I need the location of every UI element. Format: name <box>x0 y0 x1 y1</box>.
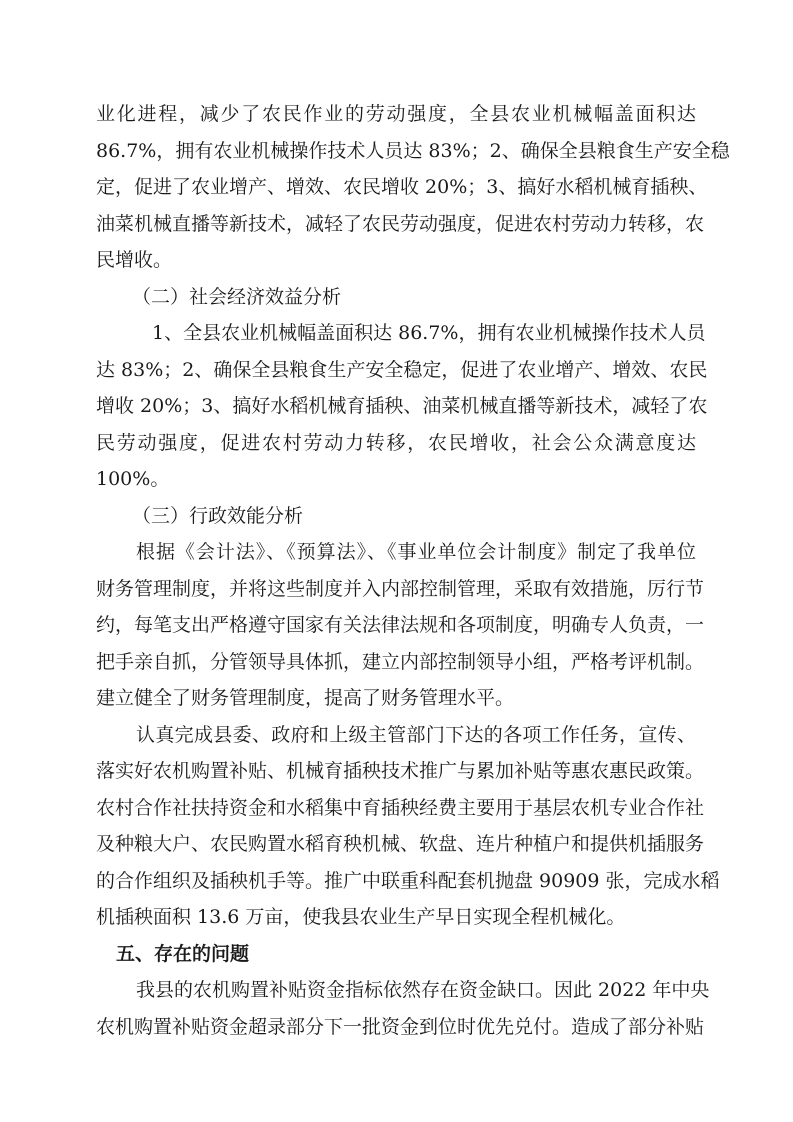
text-line: 建立健全了财务管理制度，提高了财务管理水平。 <box>96 687 515 709</box>
text-line: 认真完成县委、政府和上级主管部门下达的各项工作任务，宣传、 <box>136 723 696 746</box>
text-line: 把手亲自抓，分管领导具体抓，建立内部控制领导小组，严格考评机制。 <box>96 650 705 673</box>
text-line: 业化进程，减少了农民作业的劳动强度，全县农业机械幅盖面积达 <box>96 103 696 125</box>
text-line: 机插秧面积 13.6 万亩，使我县农业生产早日实现全程机械化。 <box>96 906 626 928</box>
text-line: 财务管理制度，并将这些制度并入内部控制管理，采取有效措施，厉行节 <box>96 577 705 600</box>
text-line: 达 83%；2、确保全县粮食生产安全稳定，促进了农业增产、增效、农民 <box>96 358 708 381</box>
text-line: 农机购置补贴资金超录部分下一批资金到位时优先兑付。造成了部分补贴 <box>96 1015 705 1038</box>
text-line: 100%。 <box>96 468 170 490</box>
text-line: 1、全县农业机械幅盖面积达 86.7%，拥有农业机械操作技术人员 <box>152 322 706 344</box>
text-line: 根据《会计法》、《预算法》、《事业单位会计制度》制定了我单位 <box>136 541 696 563</box>
text-line: 我县的农机购置补贴资金指标依然存在资金缺口。因此 2022 年中央 <box>136 979 710 1001</box>
text-line: 及种粮大户、农民购置水稻育秧机械、软盘、连片种植户和提供机插服务 <box>96 833 705 855</box>
text-line: 民劳动强度，促进农村劳动力转移，农民增收，社会公众满意度达 <box>96 431 696 454</box>
section-subheading-admin-efficiency: （三）行政效能分析 <box>132 504 304 527</box>
section-subheading-social-economic: （二）社会经济效益分析 <box>132 285 342 308</box>
text-line: 落实好农机购置补贴、机械育插秧技术推广与累加补贴等惠农惠民政策。 <box>96 760 705 782</box>
text-line: 定，促进了农业增产、增效、农民增收 20%；3、搞好水稻机械育插秧、 <box>96 176 708 198</box>
text-line: 民增收。 <box>96 249 173 271</box>
text-line: 农村合作社扶持资金和水稻集中育插秧经费主要用于基层农机专业合作社 <box>96 796 705 819</box>
text-line: 油菜机械直播等新技术，减轻了农民劳动强度，促进农村劳动力转移，农 <box>96 212 705 235</box>
text-line: 的合作组织及插秧机手等。推广中联重科配套机抛盘 90909 张，完成水稻 <box>96 869 720 892</box>
text-line: 约，每笔支出严格遵守国家有关法律法规和各项制度，明确专人负责，一 <box>96 614 705 636</box>
text-line: 86.7%，拥有农业机械操作技术人员达 83%；2、确保全县粮食生产安全稳 <box>96 139 730 162</box>
document-page <box>96 96 730 1045</box>
section-heading-problems: 五、存在的问题 <box>116 942 250 965</box>
text-line: 增收 20%；3、搞好水稻机械育插秧、油菜机械直播等新技术，减轻了农 <box>96 395 708 417</box>
